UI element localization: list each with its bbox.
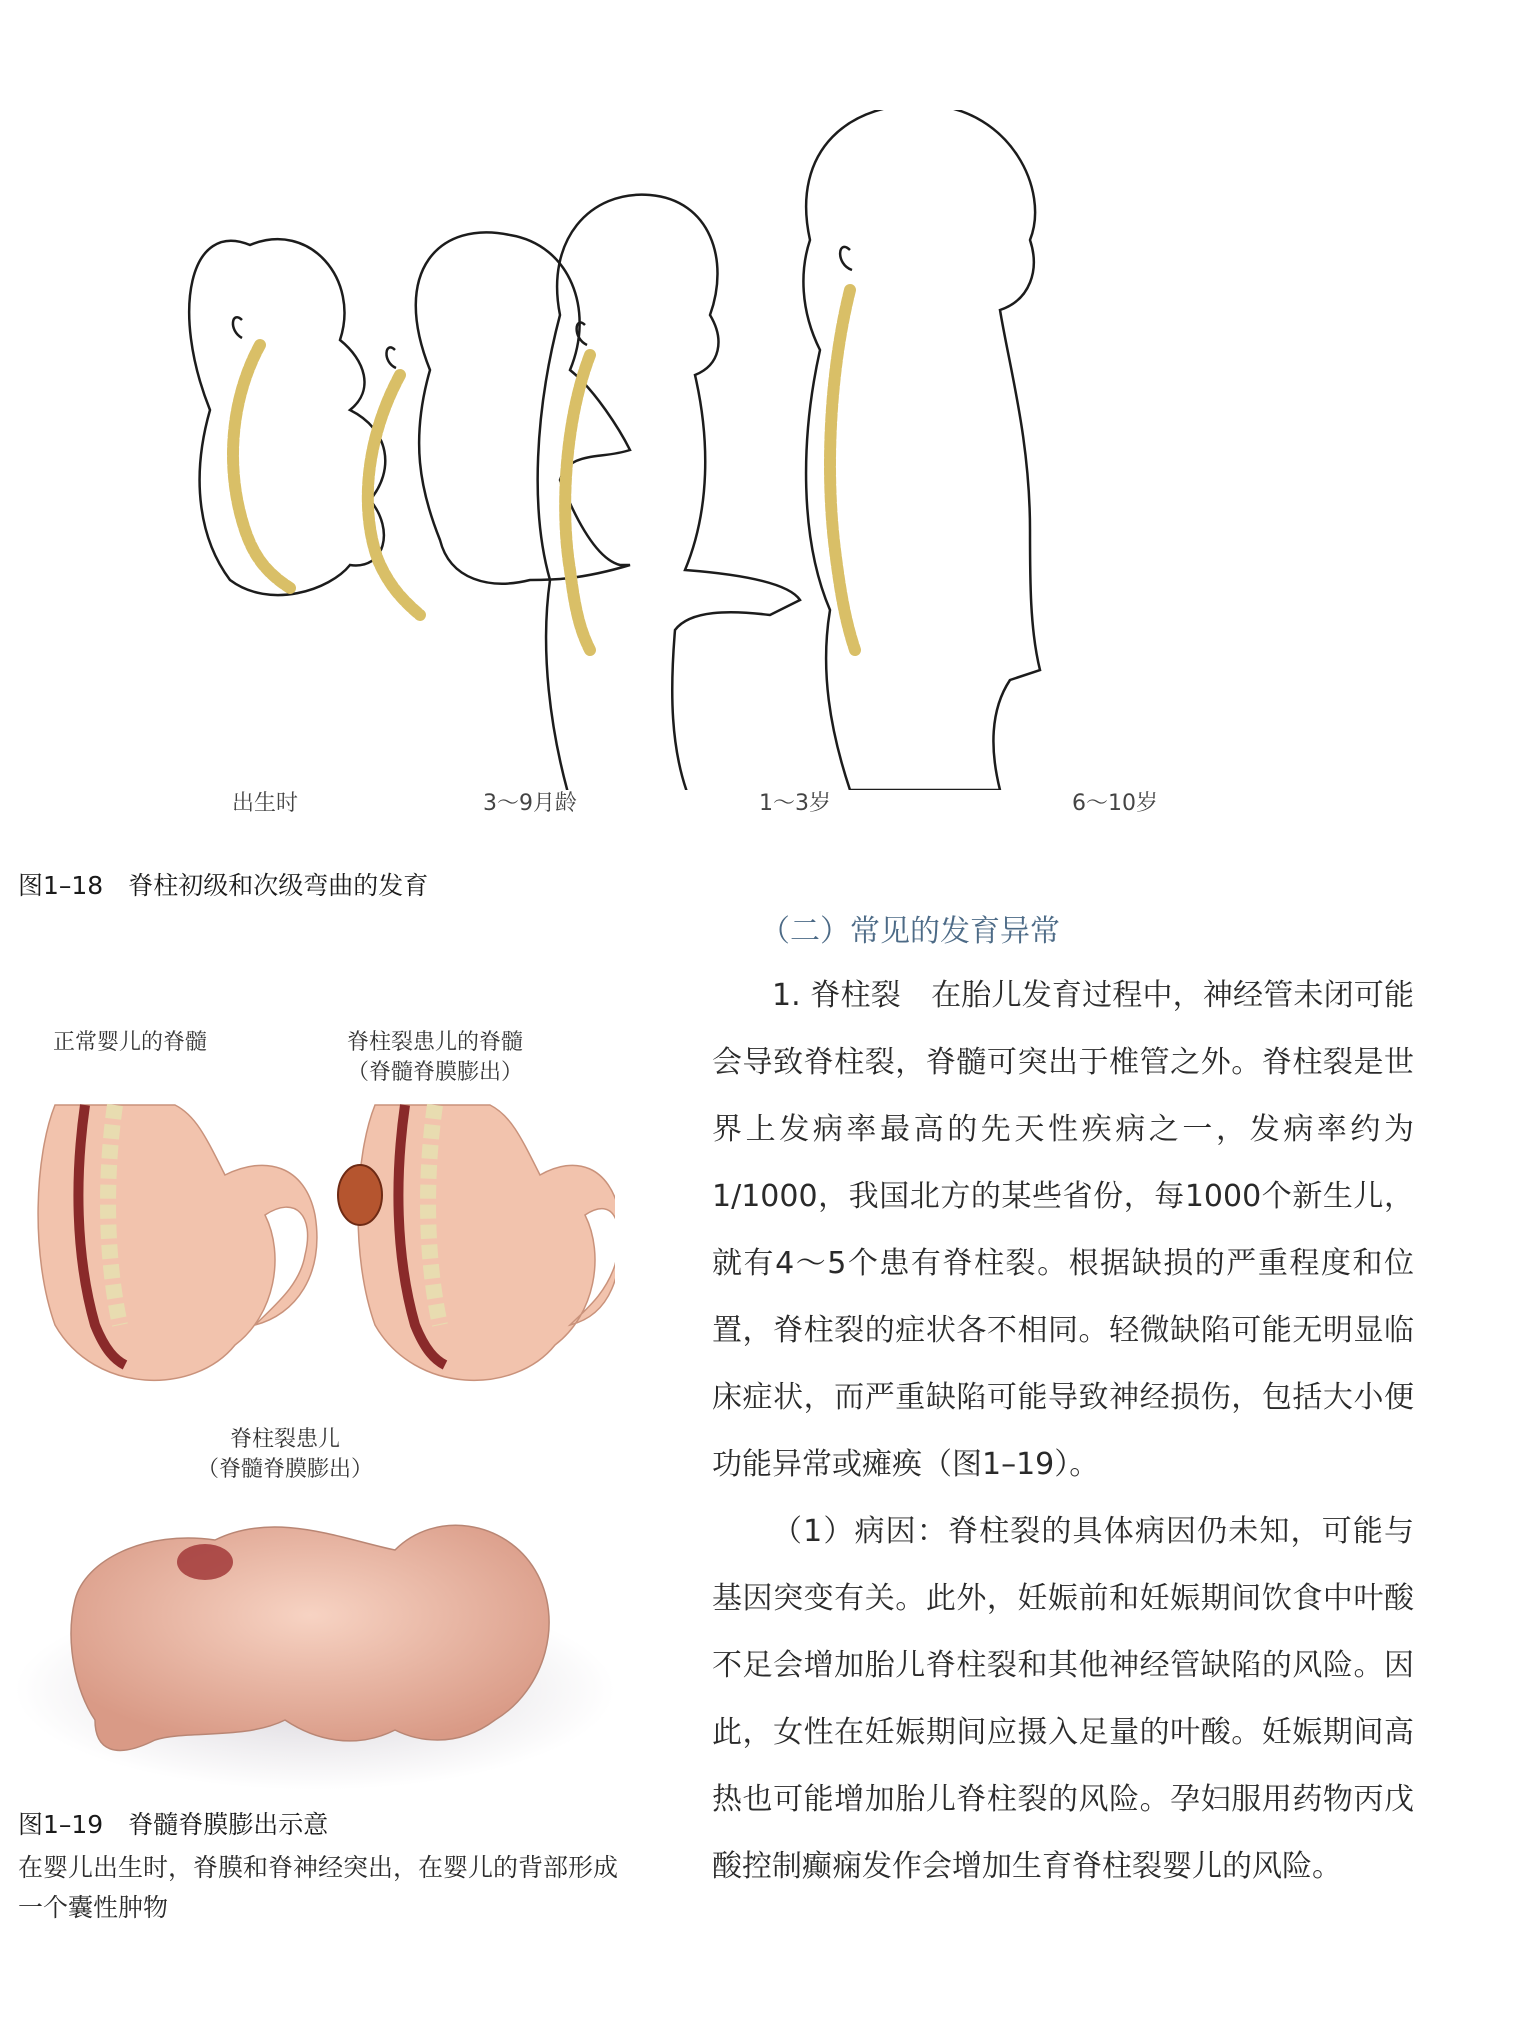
label-patient-spinal-cord [315, 1028, 555, 1088]
stage-label-newborn: 出生时 [231, 791, 298, 816]
figure-1-18-illustration [150, 110, 1250, 790]
section-body [712, 962, 1414, 1900]
label-baby [160, 1425, 410, 1485]
label-patient-line2: （脊髓脊膜膨出） [346, 1060, 523, 1085]
label-normal-spinal-cord: 正常婴儿的脊髓 [52, 1030, 207, 1055]
stage-label-toddler: 1～3岁 [759, 791, 831, 816]
label-baby-line2: （脊髓脊膜膨出） [196, 1457, 373, 1482]
baby-lesion [177, 1544, 233, 1580]
figure-1-19-caption: 图1–19 脊髓脊膜膨出示意 [18, 1810, 329, 1839]
paragraph-etiology: （1）病因：脊柱裂的具体病因仍未知，可能与基因突变有关。此外，妊娠前和妊娠期间饮食中叶酸不足会增加胎儿脊柱裂和其他神经管缺陷的风险。因此，女性在妊娠期间应摄入足量的叶酸。妊娠期间高热也可能增加胎儿脊柱裂的风险。孕妇服用药物丙戊酸控制癫痫发作会增加生育脊柱裂婴儿的风险。 [712, 1514, 1414, 1884]
figure-1-18-caption: 图1–18 脊柱初级和次级弯曲的发育 [18, 871, 429, 900]
label-baby-line1: 脊柱裂患儿 [229, 1427, 340, 1452]
stage-label-infant: 3～9月龄 [483, 791, 577, 816]
infant-spine [368, 375, 420, 615]
baby-illustration [15, 1490, 615, 1790]
child-figure [803, 110, 1040, 790]
toddler-spine [565, 355, 590, 650]
figure-1-19-description: 在婴儿出生时，脊膜和脊神经突出，在婴儿的背部形成一个囊性肿物 [18, 1853, 619, 1922]
baby-body [71, 1525, 549, 1750]
newborn-figure [189, 239, 385, 595]
section-title: （二）常见的发育异常 [760, 914, 1060, 949]
infant-figure [386, 232, 630, 583]
child-spine [830, 290, 855, 650]
paragraph-spina-bifida: 1. 脊柱裂 在胎儿发育过程中，神经管未闭可能会导致脊柱裂，脊髓可突出于椎管之外。脊柱裂是世界上发病率最高的先天性疾病之一，发病率约为1/1000，我国北方的某些省份，每1000个新生儿，就有4～5个患有脊柱裂。根据缺损的严重程度和位置，脊柱裂的症状各不相同。轻微缺陷可能无明显临床症状，而严重缺陷可能导致神经损伤，包括大小便功能异常或瘫痪（图1–19）。 [712, 978, 1414, 1482]
spinal-cord-cross-sections [25, 1095, 615, 1395]
newborn-spine [233, 345, 290, 588]
stage-label-child: 6～10岁 [1072, 791, 1158, 816]
label-patient-line1: 脊柱裂患儿的脊髓 [346, 1030, 523, 1055]
toddler-figure [538, 195, 800, 790]
meningocele-sac [338, 1165, 382, 1225]
